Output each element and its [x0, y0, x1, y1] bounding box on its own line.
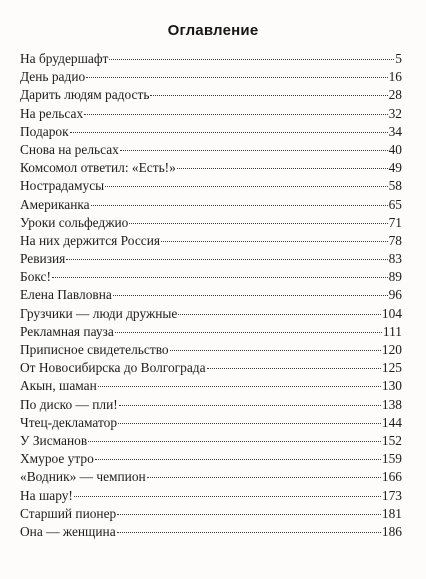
toc-entry-page: 32	[388, 105, 402, 121]
toc-entry-page: 78	[388, 232, 402, 248]
toc-entry-page: 125	[381, 360, 402, 376]
toc-entry	[20, 414, 402, 432]
toc-entry-title: Рекламная пауза	[20, 323, 114, 339]
toc-entry-title: Акын, шаман	[20, 378, 97, 394]
toc-entry-title: На шару!	[20, 487, 73, 503]
toc-entry	[20, 359, 402, 377]
dot-leader	[105, 186, 387, 187]
toc-entry-title: Снова на рельсах	[20, 141, 119, 157]
dot-leader	[95, 459, 381, 460]
toc-entry	[20, 232, 402, 250]
toc-entry-page: 89	[388, 269, 402, 285]
toc-entry	[20, 468, 402, 486]
toc-entry-title: Дарить людям радость	[20, 87, 150, 103]
dot-leader	[120, 150, 388, 151]
toc-entry-title: По диско — пли!	[20, 396, 118, 412]
dot-leader	[70, 132, 388, 133]
dot-leader	[161, 241, 388, 242]
toc-entry	[20, 305, 402, 323]
toc-entry	[20, 68, 402, 86]
toc-entry-page: 120	[381, 342, 402, 357]
toc-entry	[20, 86, 402, 104]
toc-entry-title: Комсомол ответил: «Есть!»	[20, 160, 176, 176]
toc-entry-page: 5	[395, 51, 402, 66]
toc-entry	[20, 286, 402, 304]
dot-leader	[117, 514, 381, 515]
toc-entry-page: 138	[381, 396, 402, 412]
dot-leader	[150, 95, 387, 96]
toc-entry-page: 49	[388, 160, 402, 176]
dot-leader	[115, 332, 382, 333]
dot-leader	[66, 259, 387, 260]
toc-entry-page: 71	[388, 214, 402, 230]
dot-leader	[88, 441, 381, 442]
toc-entry-title: На брудершафт	[20, 51, 109, 66]
toc-entry-title: Чтец-декламатор	[20, 414, 118, 430]
toc-entry	[20, 396, 402, 414]
toc-entry-title: У Зисманов	[20, 432, 88, 448]
toc-entry	[20, 50, 402, 68]
toc-entry-page: 16	[388, 69, 402, 85]
toc-entry-page: 144	[381, 414, 402, 430]
toc-entry	[20, 141, 402, 159]
toc-entry-title: День радио	[20, 69, 86, 85]
toc-entry	[20, 523, 402, 541]
toc-entry-page: 40	[388, 141, 402, 157]
toc-entry-title: На них держится Россия	[20, 232, 161, 248]
toc-entry-title: Хмурое утро	[20, 451, 94, 467]
dot-leader	[84, 114, 387, 115]
toc-entry-title: Елена Павловна	[20, 287, 112, 303]
toc-entry	[20, 450, 402, 468]
dot-leader	[207, 368, 381, 369]
toc-entry	[20, 159, 402, 177]
toc-entry	[20, 105, 402, 123]
toc-entry-page: 111	[382, 323, 402, 339]
toc-entry-title: Уроки сольфеджио	[20, 214, 129, 230]
dot-leader	[86, 77, 387, 78]
dot-leader	[109, 59, 394, 60]
dot-leader	[98, 386, 381, 387]
dot-leader	[178, 314, 381, 315]
toc-entry-page: 186	[381, 523, 402, 539]
toc-entry-title: «Водник» — чемпион	[20, 469, 146, 485]
toc-entry	[20, 323, 402, 341]
dot-leader	[118, 423, 381, 424]
toc-entry-page: 34	[388, 123, 402, 139]
toc-entry-page: 65	[388, 196, 402, 212]
toc-entry-page: 96	[388, 287, 402, 303]
toc-entry	[20, 250, 402, 268]
toc-entry-title: Подарок	[20, 123, 69, 139]
toc-entry-page: 104	[381, 305, 402, 321]
dot-leader	[119, 405, 381, 406]
toc-entry-page: 83	[388, 251, 402, 267]
toc-entry	[20, 196, 402, 214]
toc-entry	[20, 214, 402, 232]
toc-entry	[20, 177, 402, 195]
toc-entry-title: Американка	[20, 196, 90, 212]
toc-entry-page: 58	[388, 178, 402, 194]
toc-entry-page: 166	[381, 469, 402, 485]
toc-entry-title: Ревизия	[20, 251, 66, 267]
toc-entry	[20, 505, 402, 523]
dot-leader	[129, 223, 387, 224]
toc-entry-page: 130	[381, 378, 402, 394]
table-of-contents	[20, 50, 402, 541]
dot-leader	[52, 277, 388, 278]
toc-entry-title: На рельсах	[20, 105, 84, 121]
toc-entry-title: Грузчики — люди дружные	[20, 305, 178, 321]
dot-leader	[91, 205, 388, 206]
toc-entry	[20, 487, 402, 505]
toc-entry-page: 152	[381, 432, 402, 448]
toc-entry	[20, 432, 402, 450]
toc-entry-page: 181	[381, 505, 402, 521]
toc-entry-page: 159	[381, 451, 402, 467]
toc-entry-title: От Новосибирска до Волгограда	[20, 360, 206, 376]
toc-entry-page: 173	[381, 487, 402, 503]
toc-entry-page: 28	[388, 87, 402, 103]
page-title: Оглавление	[167, 22, 259, 39]
toc-entry-title: Нострадамусы	[20, 178, 105, 194]
toc-entry-title: Она — женщина	[20, 523, 116, 539]
toc-entry	[20, 377, 402, 395]
toc-entry	[20, 268, 402, 286]
dot-leader	[147, 477, 381, 478]
toc-entry-title: Старший пионер	[20, 505, 117, 521]
toc-entry-title: Бокс!	[20, 269, 51, 285]
dot-leader	[170, 350, 381, 351]
toc-entry	[20, 341, 402, 359]
dot-leader	[117, 532, 381, 533]
toc-entry	[20, 123, 402, 141]
toc-entry-title: Приписное свидетельство	[20, 342, 169, 357]
dot-leader	[177, 168, 388, 169]
dot-leader	[113, 295, 388, 296]
dot-leader	[74, 496, 381, 497]
